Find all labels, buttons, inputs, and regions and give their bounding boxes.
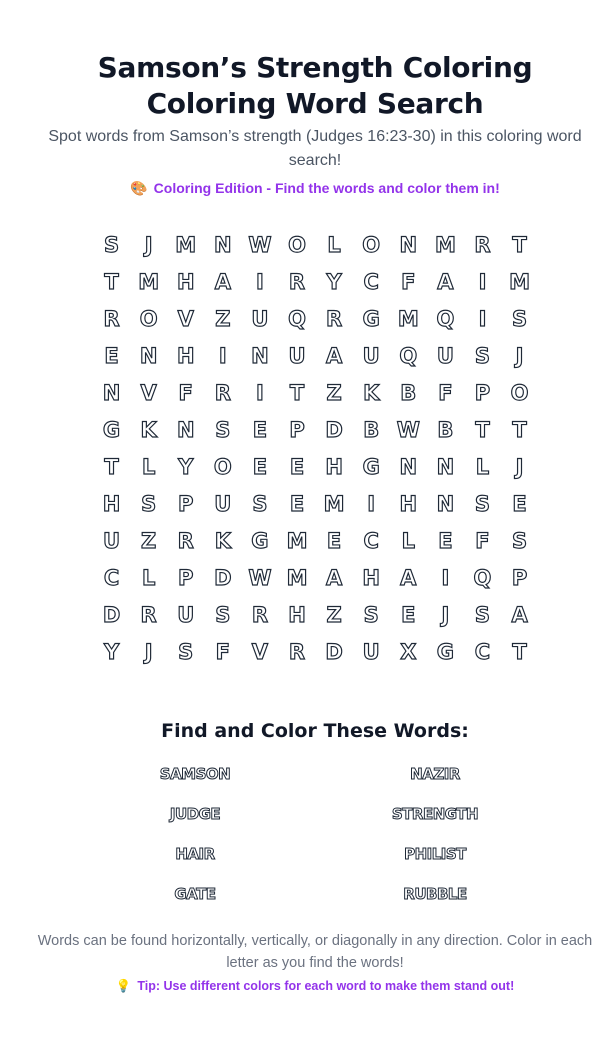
grid-cell[interactable]: F: [401, 269, 416, 294]
grid-cell[interactable]: E: [512, 491, 527, 516]
grid-cell[interactable]: D: [214, 565, 232, 590]
grid-cell[interactable]: R: [288, 269, 306, 294]
grid-cell[interactable]: N: [176, 417, 195, 442]
grid-cell[interactable]: Q: [436, 306, 455, 331]
grid-cell[interactable]: C: [474, 639, 491, 664]
grid-cell[interactable]: T: [104, 269, 119, 294]
grid-cell[interactable]: E: [289, 491, 305, 516]
grid-cell[interactable]: H: [399, 491, 418, 516]
palette-icon: 🎨: [130, 181, 148, 197]
grid-cell[interactable]: O: [139, 306, 158, 331]
word-list-item: JUDGE: [169, 805, 221, 823]
grid-cell[interactable]: M: [509, 269, 531, 294]
grid-cell[interactable]: G: [362, 454, 380, 479]
instructions-text: Words can be found horizontally, vertically, or diagonally in any direction. Color in each letter as you find the words!: [37, 933, 593, 971]
grid-cell[interactable]: E: [289, 454, 305, 479]
grid-cell[interactable]: H: [176, 343, 195, 368]
grid-cell[interactable]: G: [362, 306, 380, 331]
grid-cell[interactable]: J: [144, 639, 153, 664]
grid-cell[interactable]: I: [367, 491, 376, 516]
grid-cell[interactable]: L: [401, 528, 415, 553]
lightbulb-icon: 💡: [115, 978, 132, 993]
grid-cell[interactable]: F: [178, 380, 193, 405]
grid-cell[interactable]: S: [215, 417, 231, 442]
grid-cell[interactable]: Y: [103, 639, 120, 664]
page-title: Samson’s Strength Coloring Coloring Word Search: [97, 51, 533, 120]
letter-grid: [93, 226, 538, 670]
grid-cell[interactable]: S: [141, 491, 157, 516]
grid-cell[interactable]: F: [215, 639, 230, 664]
grid-cell[interactable]: E: [252, 417, 268, 442]
word-list-item: NAZIR: [410, 765, 460, 783]
grid-cell[interactable]: L: [475, 454, 490, 479]
grid-cell[interactable]: J: [515, 343, 524, 368]
grid-cell[interactable]: I: [256, 380, 264, 405]
grid-cell[interactable]: N: [399, 232, 418, 257]
grid-cell[interactable]: T: [512, 639, 527, 664]
grid-cell[interactable]: O: [362, 232, 381, 257]
grid-cell[interactable]: C: [363, 528, 379, 553]
grid-cell[interactable]: R: [288, 639, 306, 664]
grid-cell[interactable]: I: [478, 269, 487, 294]
grid-cell[interactable]: H: [288, 602, 306, 627]
grid-cell[interactable]: S: [474, 491, 491, 516]
grid-cell[interactable]: U: [251, 306, 269, 331]
grid-cell[interactable]: Y: [326, 269, 342, 294]
grid-cell[interactable]: U: [214, 491, 232, 516]
grid-cell[interactable]: I: [256, 269, 264, 294]
word-list-item: STRENGTH: [391, 805, 479, 823]
word-list: [115, 762, 515, 922]
grid-cell[interactable]: J: [441, 602, 450, 627]
grid-cell[interactable]: P: [289, 417, 305, 442]
word-list-item: GATE: [174, 885, 216, 903]
grid-cell[interactable]: O: [213, 454, 232, 479]
grid-cell[interactable]: T: [104, 454, 119, 479]
grid-cell[interactable]: R: [326, 306, 343, 331]
grid-cell[interactable]: N: [436, 454, 455, 479]
grid-cell[interactable]: M: [397, 306, 419, 331]
grid-cell[interactable]: C: [363, 269, 379, 294]
word-list-item: SAMSON: [159, 765, 231, 783]
grid-cell[interactable]: V: [177, 306, 194, 331]
grid-cell[interactable]: N: [436, 491, 455, 516]
grid-cell[interactable]: D: [325, 639, 343, 664]
grid-cell[interactable]: H: [362, 565, 380, 590]
grid-cell[interactable]: B: [363, 417, 380, 442]
grid-cell[interactable]: N: [102, 380, 121, 405]
grid-cell[interactable]: Z: [326, 602, 342, 627]
grid-cell[interactable]: F: [475, 528, 490, 553]
word-list-item: HAIR: [175, 845, 215, 863]
grid-cell[interactable]: N: [139, 343, 158, 368]
grid-cell[interactable]: P: [178, 491, 194, 516]
grid-cell[interactable]: A: [437, 269, 454, 294]
grid-cell[interactable]: Z: [215, 306, 231, 331]
page-subtitle: Spot words from Samson’s strength (Judges 16:23-30) in this coloring word search!: [48, 128, 582, 169]
grid-cell[interactable]: S: [363, 602, 379, 627]
grid-cell[interactable]: U: [362, 343, 380, 368]
grid-cell[interactable]: I: [218, 343, 227, 368]
grid-cell[interactable]: S: [512, 528, 528, 553]
grid-cell[interactable]: S: [474, 343, 491, 368]
grid-cell[interactable]: M: [286, 565, 308, 590]
grid-cell[interactable]: U: [177, 602, 195, 627]
edition-text: Coloring Edition - Find the words and color them in!: [153, 180, 500, 196]
grid-cell[interactable]: N: [399, 454, 418, 479]
grid-cell[interactable]: R: [251, 602, 268, 627]
grid-cell[interactable]: G: [436, 639, 455, 664]
grid-cell[interactable]: K: [214, 528, 231, 553]
grid-cell[interactable]: N: [251, 343, 269, 368]
grid-cell[interactable]: A: [325, 565, 343, 590]
grid-cell[interactable]: U: [288, 343, 306, 368]
grid-cell[interactable]: V: [251, 639, 269, 664]
grid-cell[interactable]: I: [441, 565, 450, 590]
grid-cell[interactable]: Q: [399, 343, 418, 368]
grid-cell[interactable]: E: [438, 528, 453, 553]
grid-cell[interactable]: P: [178, 565, 194, 590]
grid-cell[interactable]: U: [362, 639, 380, 664]
grid-cell[interactable]: S: [474, 602, 491, 627]
grid-cell[interactable]: K: [363, 380, 380, 405]
grid-cell[interactable]: T: [475, 417, 490, 442]
grid-cell[interactable]: F: [438, 380, 453, 405]
grid-cell[interactable]: H: [325, 454, 343, 479]
grid-cell[interactable]: L: [141, 565, 156, 590]
grid-cell[interactable]: B: [437, 417, 454, 442]
grid-cell[interactable]: R: [214, 380, 231, 405]
grid-cell[interactable]: J: [515, 454, 524, 479]
grid-cell[interactable]: M: [323, 491, 345, 516]
grid-cell[interactable]: M: [175, 232, 197, 257]
grid-cell[interactable]: A: [400, 565, 417, 590]
grid-cell[interactable]: Q: [288, 306, 306, 331]
grid-cell[interactable]: M: [434, 232, 456, 257]
grid-cell[interactable]: B: [400, 380, 417, 405]
grid-cell[interactable]: L: [327, 232, 341, 257]
grid-cell[interactable]: X: [400, 639, 417, 664]
grid-cell[interactable]: P: [474, 380, 491, 405]
grid-cell[interactable]: U: [103, 528, 121, 553]
grid-cell[interactable]: W: [396, 417, 420, 442]
grid-cell[interactable]: R: [140, 602, 157, 627]
grid-cell[interactable]: Z: [141, 528, 157, 553]
grid-cell[interactable]: E: [104, 343, 119, 368]
grid-cell[interactable]: H: [102, 491, 121, 516]
grid-cell[interactable]: Q: [473, 565, 492, 590]
grid-cell[interactable]: D: [102, 602, 121, 627]
grid-cell[interactable]: S: [178, 639, 194, 664]
grid-cell[interactable]: G: [251, 528, 269, 553]
grid-cell[interactable]: R: [177, 528, 194, 553]
word-list-item: RUBBLE: [403, 885, 467, 903]
word-list-item: PHILIST: [404, 845, 466, 863]
grid-cell[interactable]: R: [474, 232, 491, 257]
grid-cell[interactable]: S: [215, 602, 231, 627]
grid-cell[interactable]: S: [103, 232, 120, 257]
grid-cell[interactable]: Y: [178, 454, 194, 479]
grid-cell[interactable]: T: [512, 232, 527, 257]
grid-cell[interactable]: M: [138, 269, 160, 294]
grid-cell[interactable]: W: [248, 232, 272, 257]
grid-cell[interactable]: J: [144, 232, 153, 257]
grid-cell[interactable]: I: [478, 306, 487, 331]
grid-cell[interactable]: S: [252, 491, 268, 516]
grid-cell[interactable]: Z: [326, 380, 342, 405]
grid-cell[interactable]: E: [401, 602, 416, 627]
grid-cell[interactable]: D: [325, 417, 343, 442]
grid-cell[interactable]: U: [436, 343, 454, 368]
grid-cell[interactable]: E: [252, 454, 268, 479]
grid-cell[interactable]: H: [176, 269, 195, 294]
grid-cell[interactable]: G: [102, 417, 121, 442]
grid-cell[interactable]: A: [511, 602, 528, 627]
tip-banner: [0, 976, 600, 996]
grid-cell[interactable]: P: [511, 565, 528, 590]
grid-cell[interactable]: M: [286, 528, 308, 553]
grid-cell[interactable]: V: [140, 380, 157, 405]
grid-cell[interactable]: W: [248, 565, 272, 590]
grid-cell[interactable]: C: [103, 565, 120, 590]
edition-banner: [0, 178, 600, 199]
grid-cell[interactable]: T: [512, 417, 527, 442]
grid-cell[interactable]: K: [140, 417, 157, 442]
grid-cell[interactable]: N: [214, 232, 232, 257]
grid-cell[interactable]: S: [512, 306, 528, 331]
grid-cell[interactable]: L: [141, 454, 156, 479]
word-list-heading: Find and Color These Words:: [161, 720, 469, 742]
grid-cell[interactable]: T: [289, 380, 305, 405]
grid-cell[interactable]: A: [214, 269, 231, 294]
grid-cell[interactable]: A: [325, 343, 343, 368]
grid-cell[interactable]: O: [510, 380, 529, 405]
grid-cell[interactable]: R: [103, 306, 120, 331]
grid-cell[interactable]: E: [326, 528, 342, 553]
grid-cell[interactable]: O: [288, 232, 306, 257]
tip-text: Tip: Use different colors for each word to make them stand out!: [137, 979, 515, 993]
